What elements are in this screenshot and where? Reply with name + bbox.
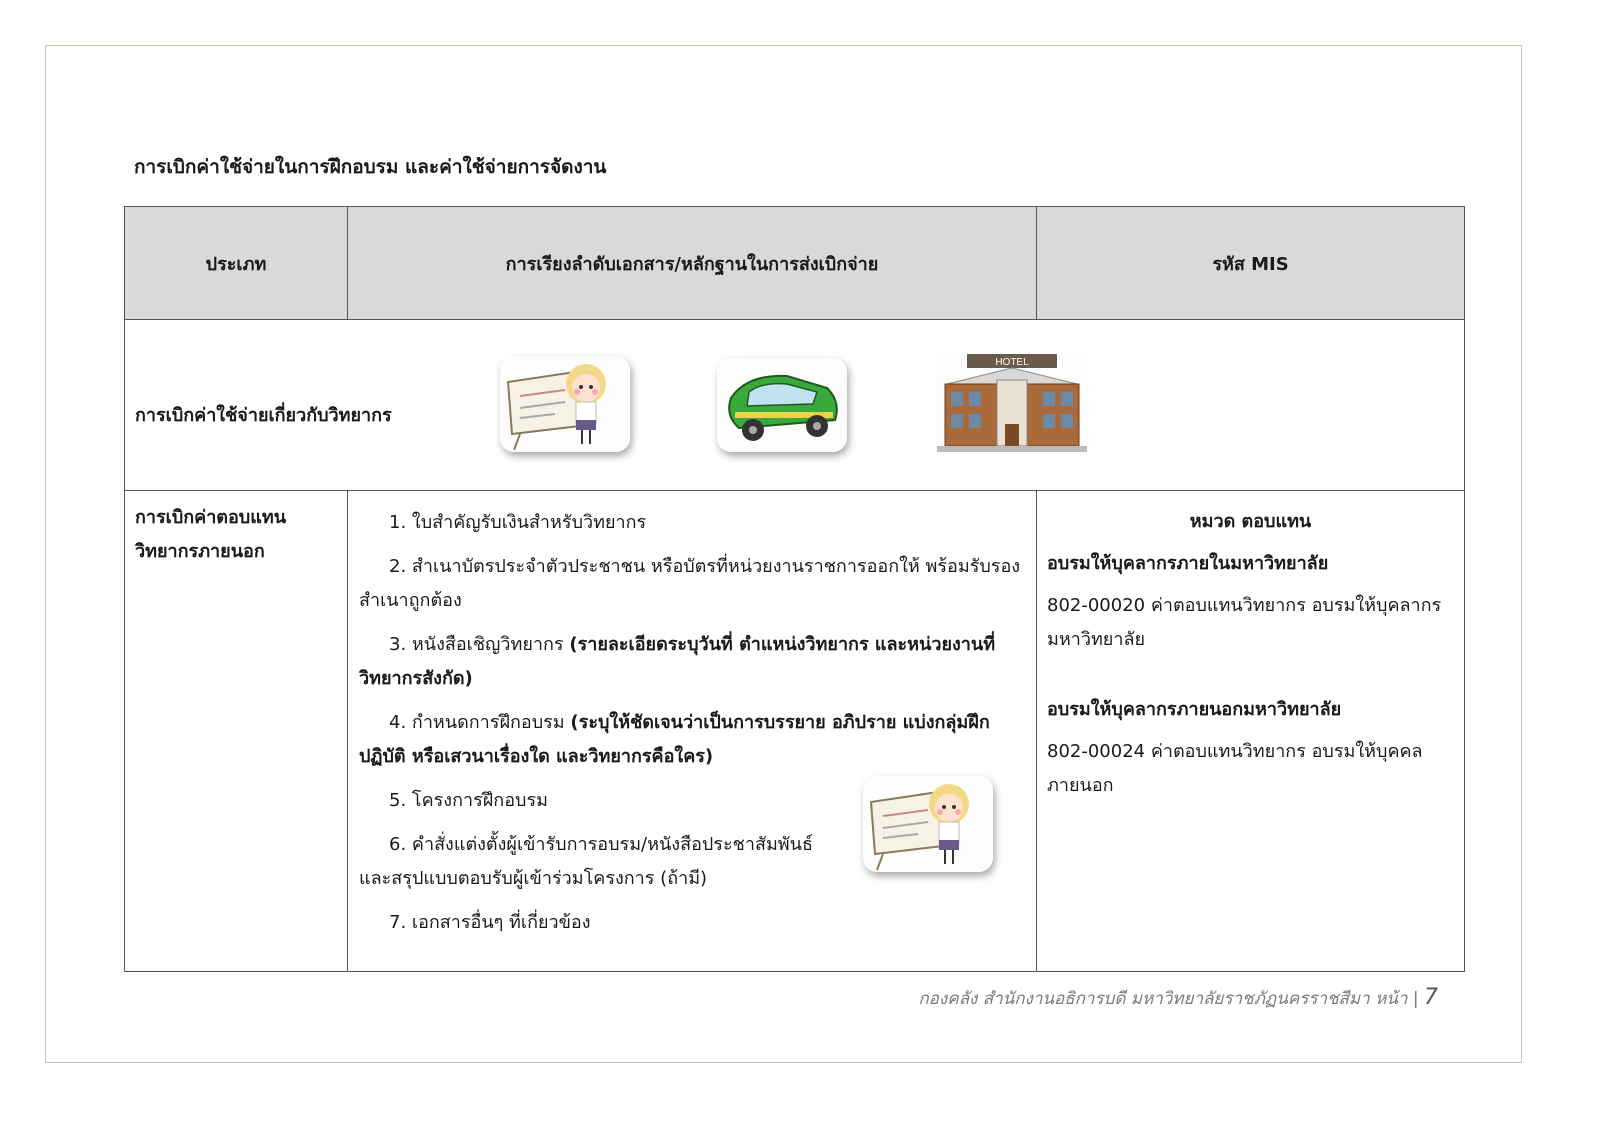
page-number: 7 <box>1424 985 1438 1010</box>
page-footer <box>918 985 1438 1012</box>
table-row <box>125 491 1465 972</box>
table-header-row <box>125 207 1465 320</box>
expense-table <box>124 206 1465 972</box>
list-item: 7. เอกสารอื่นๆ ที่เกี่ยวข้อง <box>389 912 591 933</box>
footer-text: กองคลัง สำนักงานอธิการบดี มหาวิทยาลัยราชภัฏนครราชสีมา หน้า | <box>918 989 1424 1009</box>
list-item: 2. สำเนาบัตรประจำตัวประชาชน หรือบัตรที่หน่วยงานราชการออกให้ พร้อมรับรองสำเนาถูกต้อง <box>359 556 1021 611</box>
mis-cell <box>1037 491 1465 972</box>
document-list <box>349 492 1035 970</box>
documents-cell <box>348 491 1037 972</box>
mis-code-external: 802-00024 ค่าตอบแทนวิทยากร อบรมให้บุคคลภายนอก <box>1047 741 1423 796</box>
row-label-speaker: การเบิกค่าใช้จ่ายเกี่ยวกับวิทยากร <box>135 405 392 426</box>
speaker-expense-row <box>125 320 1465 491</box>
list-item: 6. คำสั่งแต่งตั้งผู้เข้ารับการอบรม/หนังสือประชาสัมพันธ์และสรุปแบบตอบรับผู้เข้าร่วมโครงการ (ถ้ามี) <box>359 834 813 889</box>
presenter-picture <box>500 356 630 452</box>
list-item: 5. โครงการฝึกอบรม <box>389 790 548 811</box>
list-item: 4. กำหนดการฝึกอบรม (ระบุให้ชัดเจนว่าเป็นการบรรยาย อภิปราย แบ่งกลุ่มฝึกปฏิบัติ หรือเสวนาเรื่องใด และวิทยากรคือใคร) <box>359 712 990 767</box>
hotel-sign: HOTEL <box>995 357 1029 368</box>
van-picture <box>717 358 847 452</box>
presenter-picture <box>863 776 993 872</box>
mis-heading: หมวด ตอบแทน <box>1189 511 1312 532</box>
page-title: การเบิกค่าใช้จ่ายในการฝึกอบรม และค่าใช้จ่ายการจัดงาน <box>134 156 607 178</box>
header-documents: การเรียงลำดับเอกสาร/หลักฐานในการส่งเบิกจ่าย <box>348 207 1037 320</box>
header-type: ประเภท <box>125 207 348 320</box>
mis-sub-external: อบรมให้บุคลากรภายนอกมหาวิทยาลัย <box>1047 699 1342 720</box>
list-item: 1. ใบสำคัญรับเงินสำหรับวิทยากร <box>389 512 647 533</box>
table-row <box>125 320 1465 491</box>
hotel-picture <box>937 354 1087 458</box>
mis-code-internal: 802-00020 ค่าตอบแทนวิทยากร อบรมให้บุคลากรมหาวิทยาลัย <box>1047 595 1442 650</box>
list-item: 3. หนังสือเชิญวิทยากร (รายละเอียดระบุวันที่ ตำแหน่งวิทยากร และหน่วยงานที่วิทยากรสังกัด) <box>359 634 996 689</box>
header-mis-code: รหัส MIS <box>1037 207 1465 320</box>
mis-sub-internal: อบรมให้บุคลากรภายในมหาวิทยาลัย <box>1047 553 1329 574</box>
row-label-external-speaker: การเบิกค่าตอบแทนวิทยากรภายนอก <box>125 491 348 972</box>
